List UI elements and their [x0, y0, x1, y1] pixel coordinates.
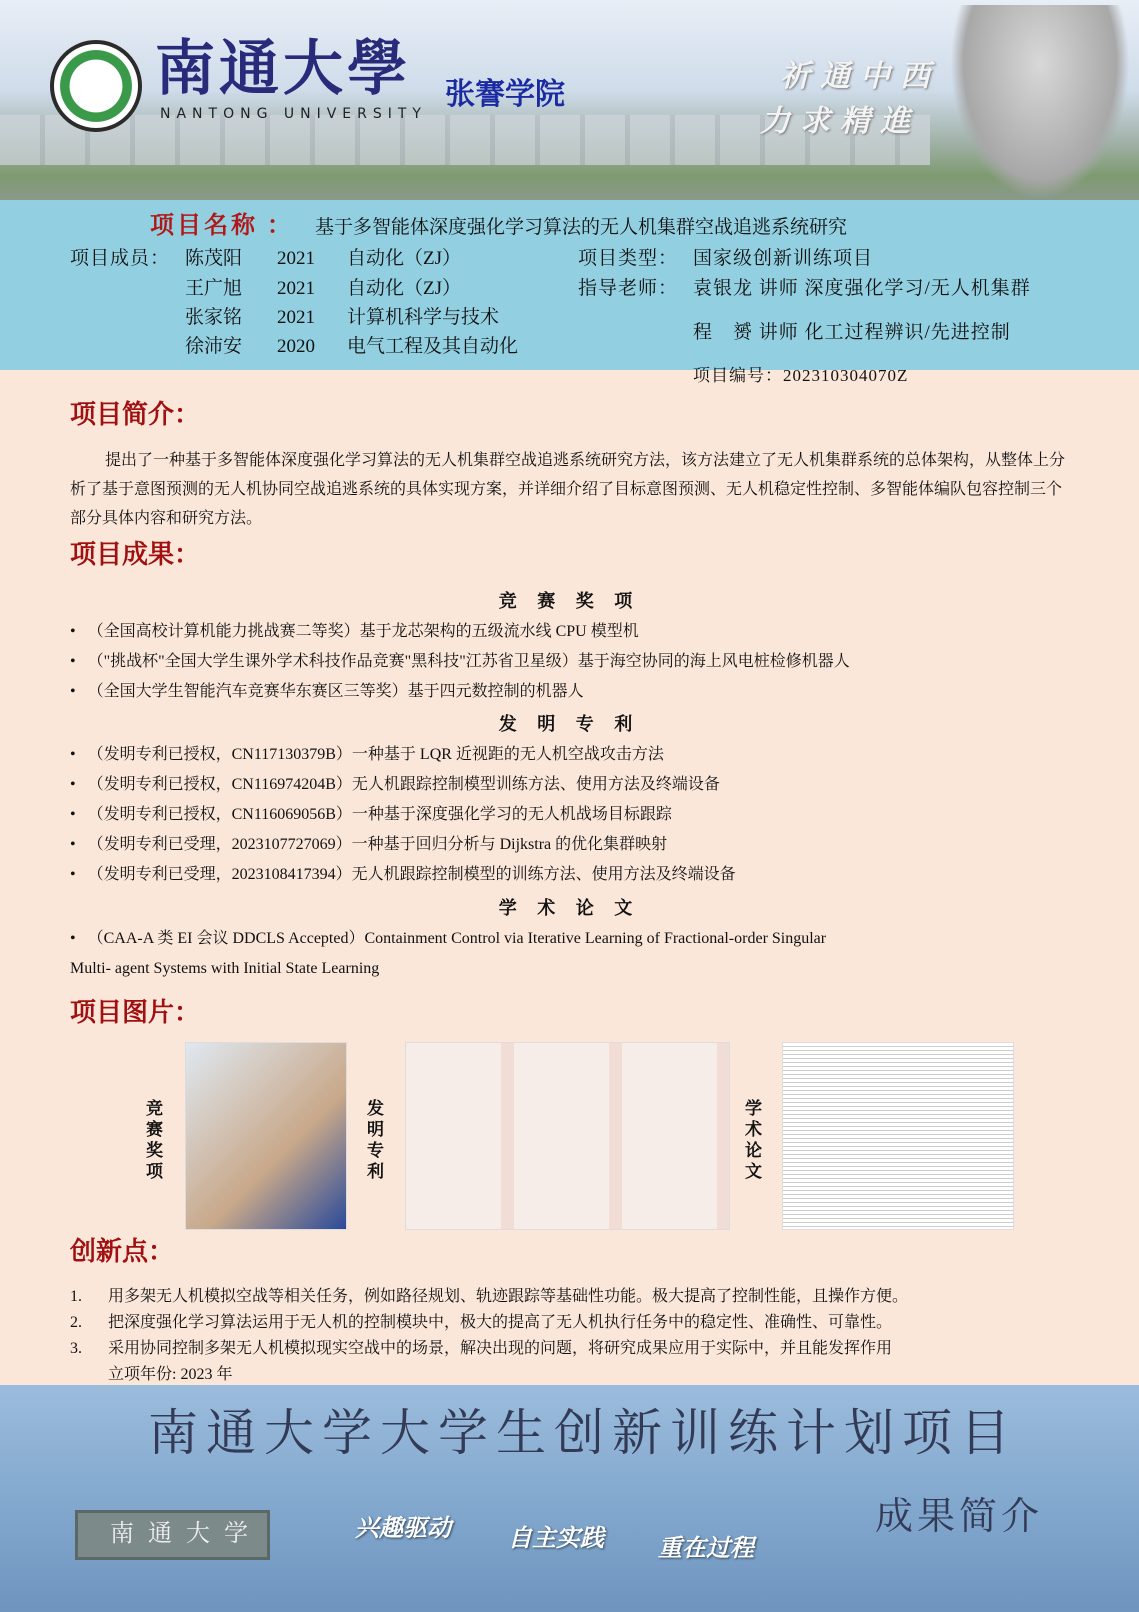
item-number: 2.	[70, 1314, 82, 1331]
member-name: 徐沛安	[185, 336, 243, 357]
motto-line2: 力求精進	[760, 105, 920, 138]
patent-item: • （发明专利已授权，CN116974204B）无人机跟踪控制模型训练方法、使用方法及终端设备	[70, 775, 720, 795]
footer-result: 成果简介	[875, 1496, 1044, 1538]
slogan-3: 重在过程	[658, 1536, 754, 1562]
member-major: 自动化（ZJ）	[347, 248, 462, 269]
member-name: 王广旭	[185, 278, 243, 299]
member-name: 陈茂阳	[185, 248, 243, 269]
member-year: 2021	[277, 307, 315, 328]
project-type: 国家级创新训练项目	[693, 248, 874, 269]
project-number-row	[693, 366, 908, 386]
advisor-2: 程 赟 讲师 化工过程辨识/先进控制	[693, 322, 1011, 343]
award-item: • （全国高校计算机能力挑战赛二等奖）基于龙芯架构的五级流水线 CPU 模型机	[70, 622, 639, 642]
paper-item-cont: Multi- agent Systems with Initial State Learning	[70, 960, 380, 977]
innovation-item	[70, 1313, 892, 1333]
advisor-label: 指导老师：	[578, 278, 679, 299]
intro-text: 提出了一种基于多智能体深度强化学习算法的无人机集群空战追逃系统研究方法，该方法建立了无人机集群系统的总体架构，从整体上分析了基于意图预测的无人机协同空战追逃系统的具体实现方案，并详细介绍了目标意图预测、无人机稳定性控制、多智能体编队包容控制三个部分具体内容和研究方法。	[70, 452, 1066, 527]
project-number: 202310304070Z	[783, 366, 909, 385]
item-number: 1.	[70, 1288, 82, 1305]
member-year: 2021	[277, 278, 315, 299]
award-item: • （"挑战杯"全国大学生课外学术科技作品竞赛"黑科技"江苏省卫星级）基于海空协同的海上风电桩检修机器人	[70, 652, 850, 672]
member-major: 电气工程及其自动化	[347, 336, 519, 357]
intro-heading: 项目简介：	[70, 400, 201, 429]
member-row	[185, 336, 518, 358]
statue-image	[950, 5, 1130, 200]
members-label: 项目成员：	[70, 248, 171, 269]
type-label: 项目类型：	[578, 248, 679, 269]
advisor-1: 袁银龙 讲师 深度强化学习/无人机集群	[693, 278, 1031, 299]
project-year: 立项年份: 2023 年	[108, 1366, 233, 1383]
member-major: 自动化（ZJ）	[347, 278, 462, 299]
footer-title: 南通大学大学生创新训练计划项目	[148, 1405, 1018, 1461]
patents-title: 发 明 专 利	[498, 714, 641, 734]
member-year: 2020	[277, 336, 315, 357]
slogan-1: 兴趣驱动	[355, 1516, 451, 1542]
item-text: 用多架无人机模拟空战等相关任务，例如路径规划、轨迹跟踪等基础性功能。极大提高了控制性能，且操作方便。	[108, 1288, 909, 1305]
patent-item: • （发明专利已授权，CN116069056B）一种基于深度强化学习的无人机战场目标跟踪	[70, 805, 672, 825]
member-row	[185, 248, 461, 270]
paper-item: • （CAA-A 类 EI 会议 DDCLS Accepted）Containment Control via Iterative Learning of Fractional-order Singular	[70, 929, 826, 949]
patent-certificates-image	[405, 1042, 730, 1230]
project-title: 基于多智能体深度强化学习算法的无人机集群空战追逃系统研究	[315, 217, 848, 238]
award-certificates-image	[185, 1042, 347, 1230]
slogan-2: 自主实践	[508, 1526, 604, 1552]
pic-label-awards: 竞赛奖项	[146, 1099, 163, 1181]
member-name: 张家铭	[185, 307, 243, 328]
patent-item: • （发明专利已授权，CN117130379B）一种基于 LQR 近视距的无人机空战攻击方法	[70, 745, 664, 765]
paper-image	[782, 1042, 1014, 1230]
number-label: 项目编号：	[693, 366, 783, 385]
pic-label-papers: 学术论文	[745, 1099, 762, 1181]
papers-title: 学 术 论 文	[498, 898, 641, 918]
member-row	[185, 278, 461, 300]
innovation-heading: 创新点：	[70, 1237, 175, 1266]
motto-line1: 祈通中西	[780, 60, 940, 93]
member-row	[185, 307, 499, 329]
item-text: 采用协同控制多架无人机模拟现实空战中的场景，解决出现的问题，将研究成果应用于实际中，并且能发挥作用	[108, 1340, 893, 1357]
item-number: 3.	[70, 1340, 82, 1357]
patent-item: • （发明专利已受理，2023107727069）一种基于回归分析与 Dijkstra 的优化集群映射	[70, 835, 667, 855]
pictures-heading: 项目图片：	[70, 998, 201, 1027]
award-item: • （全国大学生智能汽车竞赛华东赛区三等奖）基于四元数控制的机器人	[70, 682, 584, 702]
awards-title: 竞 赛 奖 项	[498, 591, 641, 611]
university-name-cn: 南通大學	[155, 36, 411, 102]
innovation-item	[70, 1339, 892, 1359]
university-name-en: NANTONG UNIVERSITY	[160, 106, 427, 122]
pic-label-patents: 发明专利	[367, 1099, 384, 1181]
project-title-label: 项目名称 ：	[150, 213, 294, 239]
innovation-item	[70, 1287, 908, 1307]
member-year: 2021	[277, 248, 315, 269]
member-major: 计算机科学与技术	[347, 307, 500, 328]
university-logo	[50, 40, 142, 132]
gate-text: 南通大学	[110, 1521, 262, 1547]
college-name: 张謇学院	[445, 78, 565, 111]
results-heading: 项目成果：	[70, 540, 201, 569]
item-text: 把深度强化学习算法运用于无人机的控制模块中，极大的提高了无人机执行任务中的稳定性、准确性、可靠性。	[108, 1314, 893, 1331]
patent-item: • （发明专利已受理，2023108417394）无人机跟踪控制模型的训练方法、使用方法及终端设备	[70, 865, 736, 885]
